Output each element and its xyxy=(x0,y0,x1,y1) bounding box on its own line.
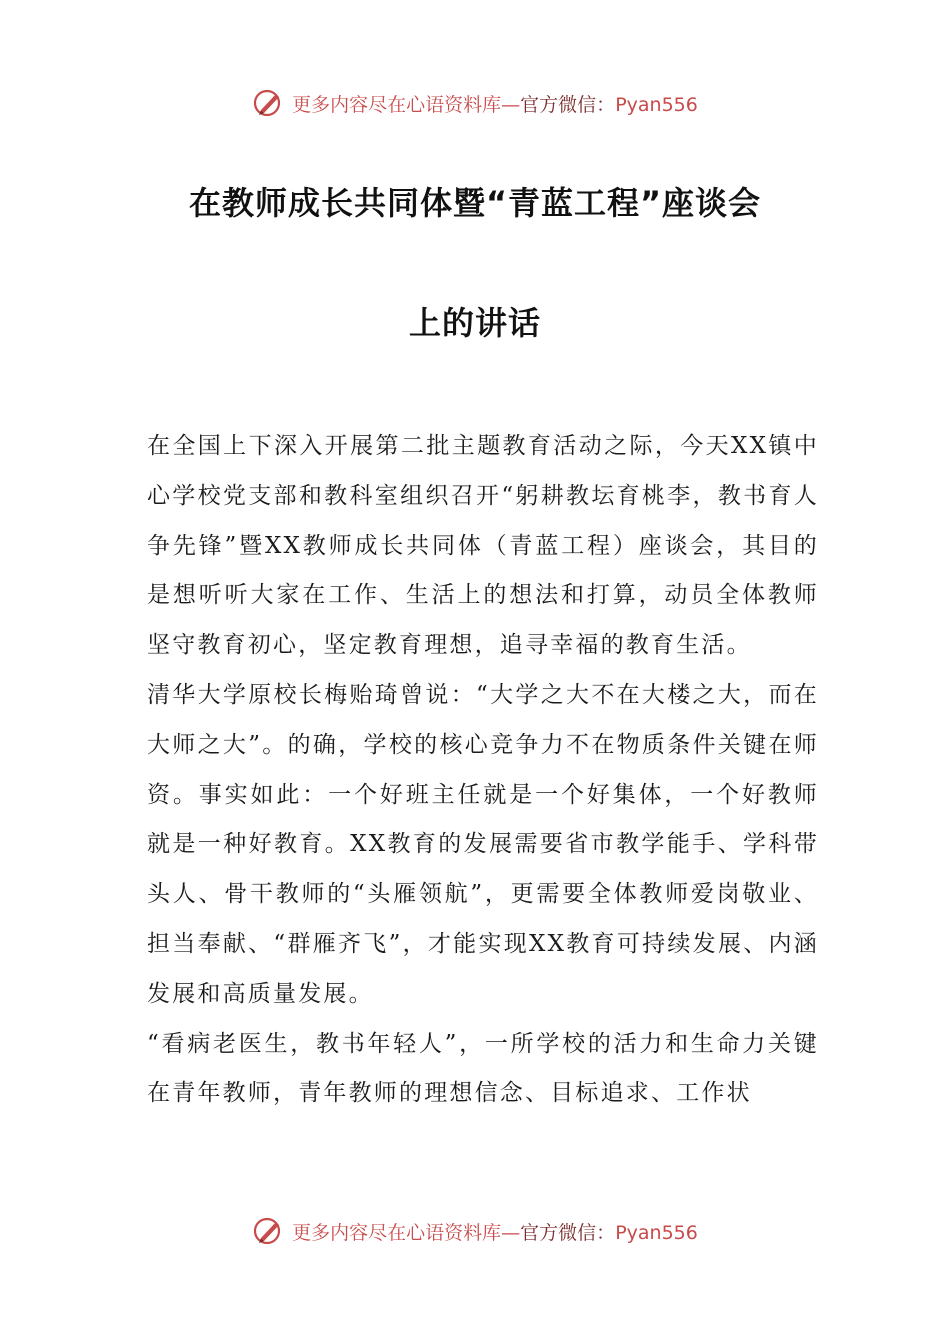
pen-logo-icon xyxy=(252,86,286,120)
watermark-wechat-label: 官方微信： xyxy=(520,1221,616,1244)
watermark-main-text: 更多内容尽在心语资料库 xyxy=(292,1221,502,1244)
watermark-separator: — xyxy=(501,1221,521,1244)
document-title-line-2: 上的讲话 xyxy=(408,304,541,342)
document-title-line-1: 在教师成长共同体暨“青蓝工程”座谈会 xyxy=(188,184,762,222)
document-body xyxy=(147,422,819,1119)
watermark-wechat-id: Pyan556 xyxy=(615,93,698,116)
body-paragraph-1: 在全国上下深入开展第二批主题教育活动之际，今天XX镇中心学校党支部和教科室组织召开“躬耕教坛育桃李，教书育人争先锋”暨XX教师成长共同体（青蓝工程）座谈会，其目的是想听听大家在工作、生活上的想法和打算，动员全体教师坚守教育初心，坚定教育理想，追寻幸福的教育生活。 xyxy=(147,433,819,659)
watermark-wechat-label: 官方微信： xyxy=(520,93,616,116)
watermark-wechat-id: Pyan556 xyxy=(615,1221,698,1244)
footer-watermark xyxy=(0,1214,950,1248)
body-paragraph-2: 清华大学原校长梅贻琦曾说：“大学之大不在大楼之大，而在大师之大”。的确，学校的核心竞争力不在物质条件关键在师资。事实如此：一个好班主任就是一个好集体，一个好教师就是一种好教育。XX教育的发展需要省市教学能手、学科带头人、骨干教师的“头雁领航”，更需要全体教师爱岗敬业、担当奉献、“群雁齐飞”，才能实现XX教育可持续发展、内涵发展和高质量发展。 xyxy=(147,681,819,1007)
watermark-separator: — xyxy=(501,93,521,116)
header-watermark xyxy=(0,86,950,120)
watermark-main-text: 更多内容尽在心语资料库 xyxy=(292,93,502,116)
pen-logo-icon xyxy=(252,1214,286,1248)
body-paragraph-3: “看病老医生，教书年轻人”，一所学校的活力和生命力关键在青年教师，青年教师的理想信念、目标追求、工作状 xyxy=(147,1030,819,1107)
